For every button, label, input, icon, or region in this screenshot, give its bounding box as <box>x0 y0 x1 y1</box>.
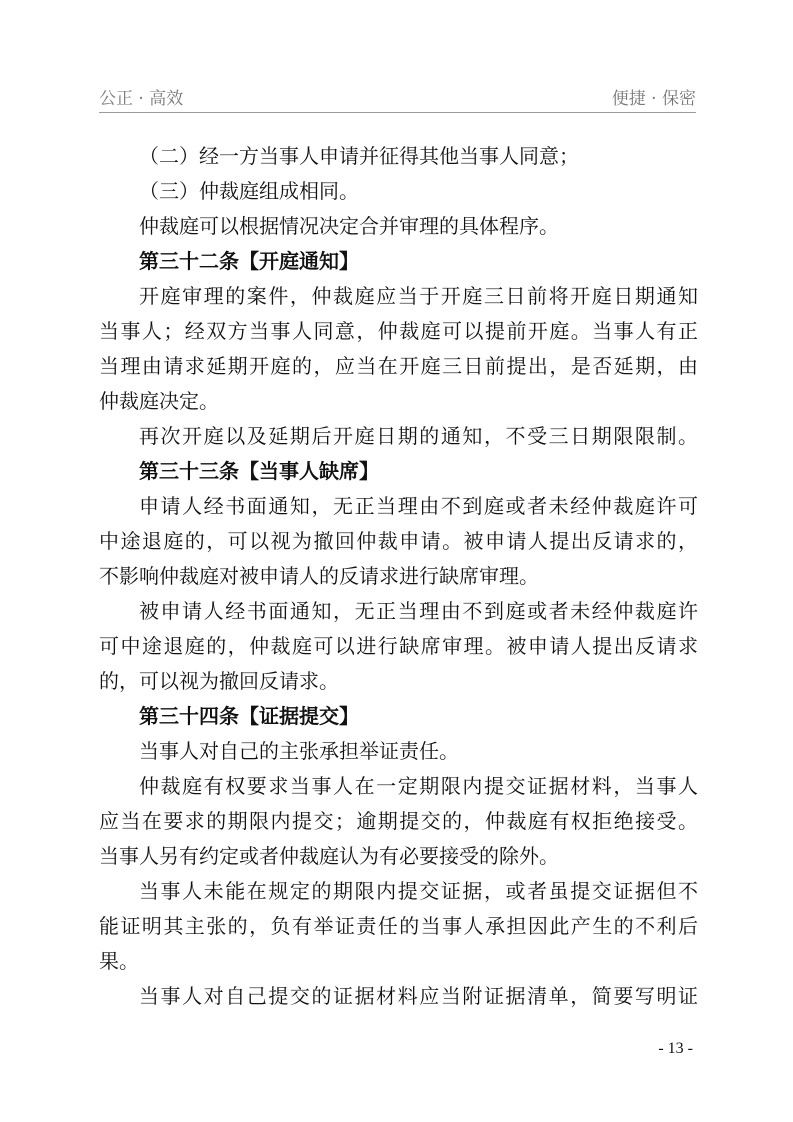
paragraph-line: （二）经一方当事人申请并征得其他当事人同意； <box>139 144 579 168</box>
paragraph-line: 中途退庭的，可以视为撤回仲裁申请。被申请人提出反请求的， <box>99 529 698 553</box>
header-left-text: 公正 · 高效 <box>99 89 184 109</box>
paragraph-line: 仲裁庭可以根据情况决定合并审理的具体程序。 <box>139 214 559 238</box>
paragraph-line: 当事人；经双方当事人同意，仲裁庭可以提前开庭。当事人有正 <box>99 319 698 343</box>
paragraph-line: 可中途退庭的，仲裁庭可以进行缺席审理。被申请人提出反请求 <box>99 634 698 658</box>
paragraph-line: 不影响仲裁庭对被申请人的反请求进行缺席审理。 <box>99 564 539 588</box>
paragraph-line: 的，可以视为撤回反请求。 <box>99 669 339 693</box>
paragraph-line: 能证明其主张的，负有举证责任的当事人承担因此产生的不利后 <box>99 914 698 938</box>
paragraph-line: 当理由请求延期开庭的，应当在开庭三日前提出，是否延期，由 <box>99 354 698 378</box>
paragraph-line: 应当在要求的期限内提交；逾期提交的，仲裁庭有权拒绝接受。 <box>99 809 698 833</box>
paragraph-line: （三）仲裁庭组成相同。 <box>139 179 359 203</box>
article-heading: 第三十四条【证据提交】 <box>139 704 359 728</box>
paragraph-line: 开庭审理的案件，仲裁庭应当于开庭三日前将开庭日期通知 <box>139 284 698 308</box>
paragraph-line: 申请人经书面通知，无正当理由不到庭或者未经仲裁庭许可 <box>139 494 698 518</box>
header-right-text: 便捷 · 保密 <box>611 89 696 109</box>
paragraph-line: 再次开庭以及延期后开庭日期的通知，不受三日期限限制。 <box>139 424 698 448</box>
paragraph-line: 当事人另有约定或者仲裁庭认为有必要接受的除外。 <box>99 844 559 868</box>
article-heading: 第三十二条【开庭通知】 <box>139 249 359 273</box>
paragraph-line: 当事人对自己的主张承担举证责任。 <box>139 739 459 763</box>
page-number: - 13 - <box>658 1040 693 1057</box>
paragraph-line: 当事人对自己提交的证据材料应当附证据清单，简要写明证 <box>139 984 698 1008</box>
paragraph-line: 仲裁庭决定。 <box>99 389 219 413</box>
paragraph-line: 被申请人经书面通知，无正当理由不到庭或者未经仲裁庭许 <box>139 599 698 623</box>
paragraph-line: 仲裁庭有权要求当事人在一定期限内提交证据材料，当事人 <box>139 774 698 798</box>
article-heading: 第三十三条【当事人缺席】 <box>139 459 379 483</box>
paragraph-line: 当事人未能在规定的期限内提交证据，或者虽提交证据但不 <box>139 879 698 903</box>
paragraph-line: 果。 <box>99 949 139 973</box>
running-header <box>99 80 696 113</box>
